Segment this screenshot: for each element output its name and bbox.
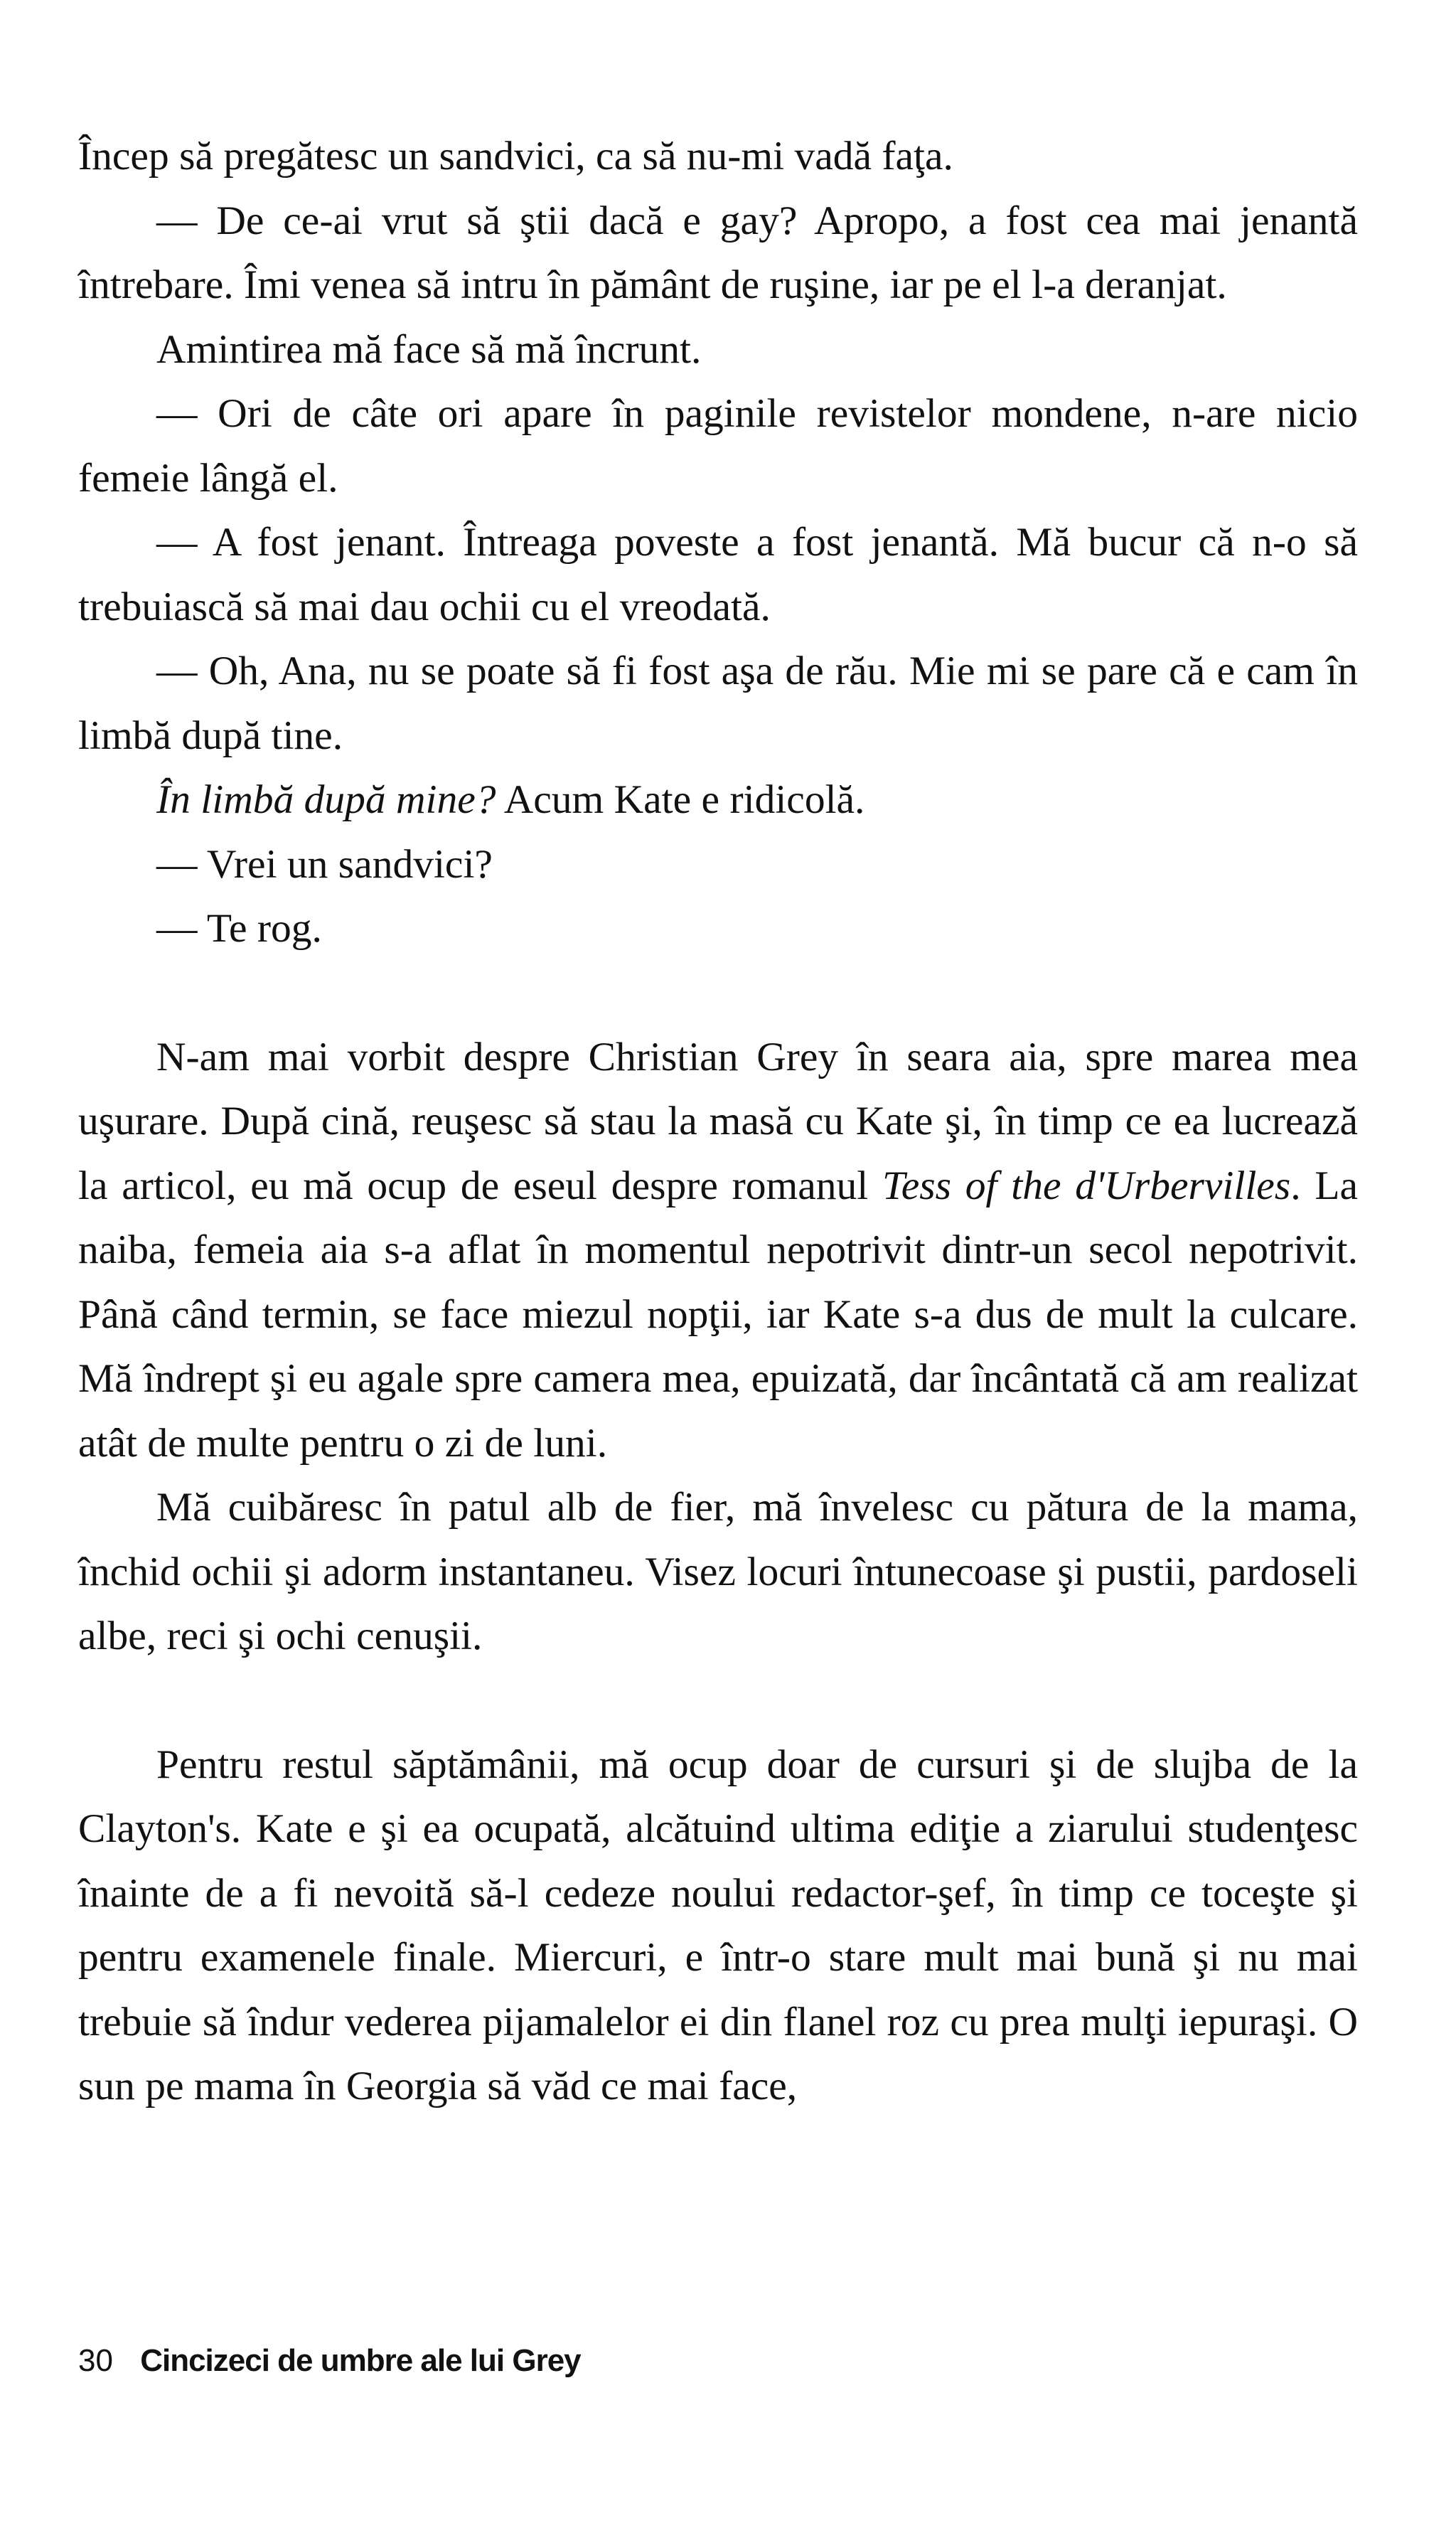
paragraph: Mă cuibăresc în patul alb de fier, mă învelesc cu pătura de la mama, închid ochii şi adorm instantaneu. Visez locuri întunecoase şi pustii, pardoseli albe, reci şi ochi cenuşii. xyxy=(78,1485,1358,1658)
paragraph: Încep să pregătesc un sandvici, ca să nu-mi vadă faţa. xyxy=(78,134,953,178)
dialogue-line: — Ori de câte ori apare în paginile revistelor mondene, n-are nicio femeie lângă el. xyxy=(78,391,1358,501)
italic-thought: În limbă după mine? xyxy=(156,777,496,822)
page-footer xyxy=(78,2340,581,2382)
section-break xyxy=(78,961,1358,1025)
running-title: Cincizeci de umbre ale lui Grey xyxy=(140,2343,581,2378)
dialogue-line: — Vrei un sandvici? xyxy=(156,841,493,887)
paragraph-text: N-am mai vorbit despre Christian Grey în seara aia, spre marea mea uşurare. După cină, reuşesc să stau la masă cu Kate şi, în timp ce ea lucrează la articol, eu mă ocup de eseul despre romanul xyxy=(78,1034,1358,1208)
dialogue-line: — Te rog. xyxy=(156,906,322,951)
dialogue-line: — Oh, Ana, nu se poate să fi fost aşa de rău. Mie mi se pare că e cam în limbă după tine. xyxy=(78,649,1358,758)
paragraph-text: . La naiba, femeia aia s-a aflat în momentul nepotrivit dintr-un secol nepotrivit. Până când termin, se face miezul nopţii, iar Kate s-a dus de mult la culcare. Mă îndrept şi eu agale spre camera mea, epuizată, dar încântată că am realizat atât de multe pentru o zi de luni. xyxy=(78,1163,1358,1466)
paragraph: Pentru restul săptămânii, mă ocup doar de cursuri şi de slujba de la Clayton's. Kate e şi ea ocupată, alcătuind ultima ediţie a ziarului studenţesc înainte de a fi nevoită să-l cedeze noului redactor-şef, în timp ce toceşte şi pentru examenele finale. Miercuri, e într-o stare mult mai bună şi nu mai trebuie să îndur vederea pijamalelor ei din flanel roz cu prea mulţi iepuraşi. O sun pe mama în Georgia să văd ce mai face, xyxy=(78,1742,1358,2108)
paragraph: Amintirea mă face să mă încrunt. xyxy=(156,326,702,372)
paragraph-with-thought xyxy=(78,768,1358,833)
dialogue-line: — De ce-ai vrut să ştii dacă e gay? Apropo, a fost cea mai jenantă întrebare. Îmi venea să intru în pământ de ruşine, iar pe el l-a deranjat. xyxy=(78,198,1358,307)
page-number: 30 xyxy=(78,2343,113,2378)
paragraph-with-title xyxy=(78,1025,1358,1476)
book-page-body xyxy=(78,124,1358,2119)
section-break xyxy=(78,1669,1358,1733)
paragraph-text: Acum Kate e ridicolă. xyxy=(503,777,865,822)
dialogue-line: — A fost jenant. Întreaga poveste a fost jenantă. Mă bucur că n-o să trebuiască să mai dau ochii cu el vreodată. xyxy=(78,520,1358,629)
italic-novel-title: Tess of the d'Urbervilles xyxy=(882,1163,1291,1208)
